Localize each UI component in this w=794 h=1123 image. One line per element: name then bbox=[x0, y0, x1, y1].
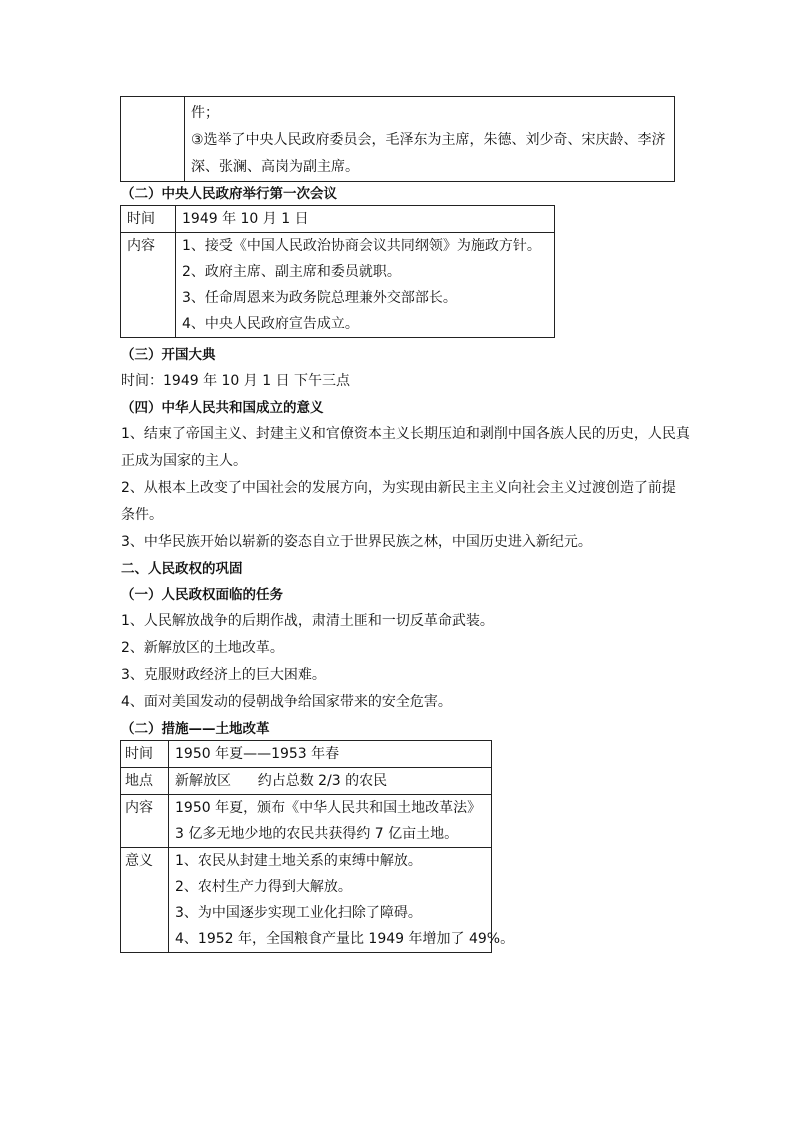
section-heading: （一）人民政权面临的任务 bbox=[121, 587, 283, 603]
time-value-cell bbox=[176, 206, 555, 233]
paragraph: 1、结束了帝国主义、封建主义和官僚资本主义长期压迫和剥削中国各族人民的历史，人民真 bbox=[121, 426, 690, 442]
section-heading: （三）开国大典 bbox=[121, 347, 216, 363]
time-value: 1950 年夏——1953 年春 bbox=[175, 746, 340, 762]
time-label-cell bbox=[121, 206, 176, 233]
content-value-cell bbox=[176, 233, 555, 338]
part-heading: 二、人民政权的巩固 bbox=[121, 561, 243, 577]
continued-line: ③选举了中央人民政府委员会，毛泽东为主席，朱德、刘少奇、宋庆龄、李济 bbox=[191, 132, 666, 148]
significance-item: 2、农村生产力得到大解放。 bbox=[175, 879, 352, 895]
paragraph: 2、从根本上改变了中国社会的发展方向，为实现由新民主主义向社会主义过渡创造了前提 bbox=[121, 480, 676, 496]
time-value-cell bbox=[169, 741, 492, 768]
first-meeting-table bbox=[120, 205, 555, 338]
task-item: 2、新解放区的土地改革。 bbox=[121, 640, 284, 656]
time-label-cell bbox=[121, 741, 169, 768]
paragraph: 时间：1949 年 10 月 1 日 下午三点 bbox=[121, 373, 351, 389]
content-item: 4、中央人民政府宣告成立。 bbox=[182, 316, 359, 332]
land-reform-table bbox=[120, 740, 515, 953]
content-item: 3 亿多无地少地的农民共获得约 7 亿亩土地。 bbox=[175, 826, 459, 842]
content-item: 1、接受《中国人民政治协商会议共同纲领》为施政方针。 bbox=[182, 238, 541, 254]
significance-label: 意义 bbox=[125, 853, 153, 869]
continued-table-label-cell bbox=[121, 97, 185, 182]
paragraph: 3、中华民族开始以崭新的姿态自立于世界民族之林，中国历史进入新纪元。 bbox=[121, 534, 592, 550]
continued-table bbox=[120, 96, 675, 182]
content-value-cell bbox=[169, 795, 492, 848]
task-item: 1、人民解放战争的后期作战，肃清土匪和一切反革命武装。 bbox=[121, 613, 494, 629]
paragraph: 正成为国家的主人。 bbox=[121, 453, 247, 469]
paragraph: 条件。 bbox=[121, 507, 163, 523]
place-label-cell bbox=[121, 768, 169, 795]
time-value: 1949 年 10 月 1 日 bbox=[182, 211, 309, 227]
significance-label-cell bbox=[121, 848, 169, 953]
significance-value-cell bbox=[169, 848, 515, 953]
content-item: 3、任命周恩来为政务院总理兼外交部部长。 bbox=[182, 290, 457, 306]
content-label-cell bbox=[121, 795, 169, 848]
time-label: 时间 bbox=[125, 746, 153, 762]
content-item: 2、政府主席、副主席和委员就职。 bbox=[182, 264, 401, 280]
content-label: 内容 bbox=[125, 800, 153, 816]
significance-item: 4、1952 年，全国粮食产量比 1949 年增加了 49%。 bbox=[175, 931, 515, 947]
continued-line: 深、张澜、高岗为副主席。 bbox=[191, 159, 359, 175]
time-label: 时间 bbox=[127, 211, 155, 227]
section-heading: （二）措施——土地改革 bbox=[121, 721, 270, 737]
place-value: 新解放区 约占总数 2/3 的农民 bbox=[175, 773, 388, 789]
task-item: 3、克服财政经济上的巨大困难。 bbox=[121, 667, 326, 683]
continued-line: 件； bbox=[191, 105, 219, 121]
section-heading: （二）中央人民政府举行第一次会议 bbox=[121, 186, 337, 202]
content-label: 内容 bbox=[127, 238, 155, 254]
significance-item: 1、农民从封建土地关系的束缚中解放。 bbox=[175, 853, 422, 869]
place-label: 地点 bbox=[125, 773, 153, 789]
task-item: 4、面对美国发动的侵朝战争给国家带来的安全危害。 bbox=[121, 694, 452, 710]
continued-table-content-cell bbox=[185, 97, 675, 182]
content-item: 1950 年夏，颁布《中华人民共和国土地改革法》 bbox=[175, 800, 482, 816]
place-value-cell bbox=[169, 768, 492, 795]
significance-item: 3、为中国逐步实现工业化扫除了障碍。 bbox=[175, 905, 422, 921]
content-label-cell bbox=[121, 233, 176, 338]
section-heading: （四）中华人民共和国成立的意义 bbox=[121, 400, 324, 416]
